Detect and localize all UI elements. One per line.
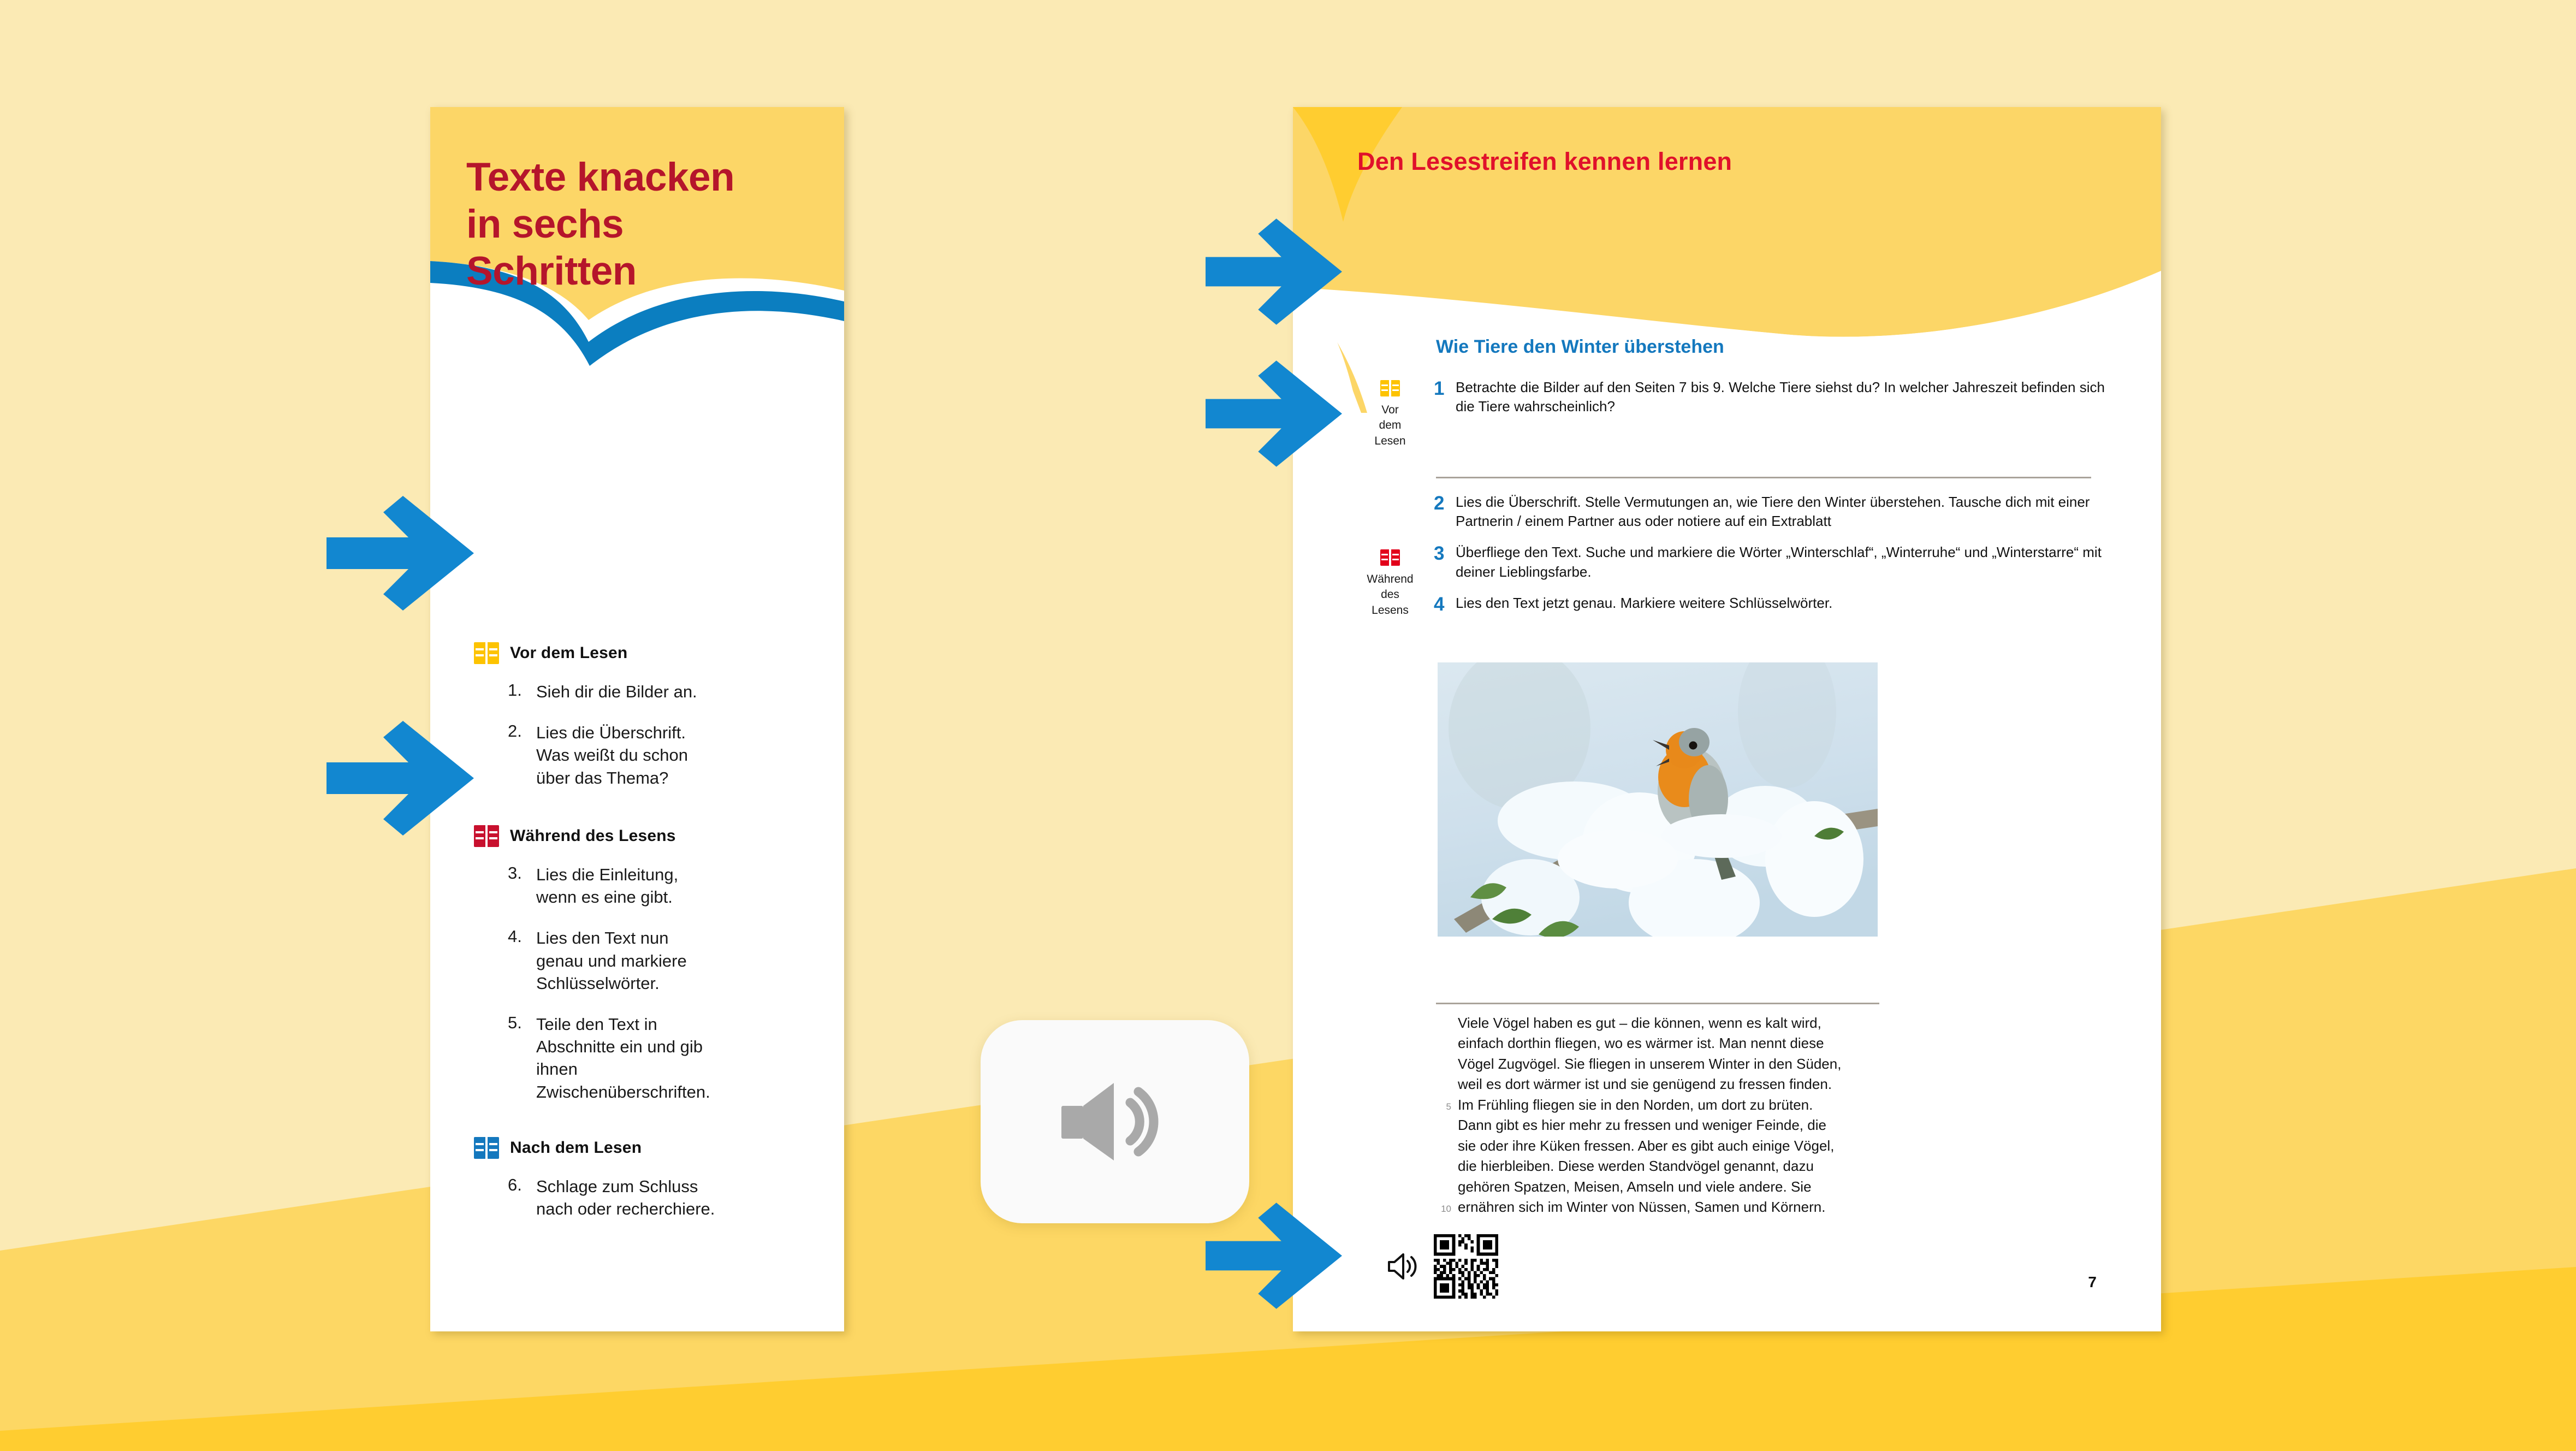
body-line: [1436, 1177, 1927, 1197]
body-line: [1436, 1197, 1927, 1217]
task-number: 1: [1434, 378, 1445, 399]
title-line-3: Schritten: [466, 249, 637, 294]
audio-qr-row[interactable]: [1387, 1234, 1498, 1299]
group-header: [474, 642, 817, 664]
item-text: Lies die Einleitung, wenn es eine gibt.: [536, 864, 679, 907]
line-number: 10: [1441, 1203, 1451, 1214]
task-number: 2: [1434, 492, 1445, 514]
group-label: Während des Lesens: [510, 826, 676, 845]
group-items: [508, 863, 817, 1103]
open-book-icon-red: [1380, 549, 1400, 566]
rail-label-line: Lesens: [1372, 603, 1409, 617]
item-number: 5.: [508, 1012, 522, 1032]
photo-illustration: [1438, 662, 1878, 937]
body-line: [1436, 1074, 1927, 1094]
task-item: [1434, 493, 2105, 531]
arrow-to-rail-vor-dem-lesen: [1206, 218, 1342, 325]
arrow-to-waehrend-des-lesens: [327, 721, 474, 836]
body-line: [1436, 1156, 1927, 1176]
left-card-title: [466, 154, 805, 295]
list-item: [508, 927, 817, 994]
item-number: 4.: [508, 927, 522, 946]
open-book-icon-blue: [474, 1137, 499, 1159]
step-group-nach-dem-lesen: [458, 1137, 817, 1220]
step-group-vor-dem-lesen: [458, 642, 817, 789]
rail-label-line: Vor: [1381, 404, 1399, 416]
arrow-to-vor-dem-lesen: [327, 496, 474, 611]
group-header: [474, 825, 817, 847]
item-number: 2.: [508, 721, 522, 741]
task-text: Überfliege den Text. Suche und markiere die Wörter „Winterschlaf“, „Winterruhe“ und „Winterstarre“ mit deiner Lieblingsfarbe.: [1456, 544, 2102, 580]
group-header: [474, 1137, 817, 1159]
body-line: [1436, 1033, 1927, 1053]
body-line: [1436, 1013, 1927, 1033]
task-item: [1434, 543, 2105, 582]
body-line: [1436, 1054, 1927, 1074]
line-text: die hierbleiben. Diese werden Standvögel genannt, dazu: [1458, 1158, 1814, 1175]
item-text: Lies die Überschrift. Was weißt du schon über das Thema?: [536, 723, 688, 787]
line-text: Vögel Zugvögel. Sie fliegen in unserem Winter in den Süden,: [1458, 1055, 1842, 1072]
speaker-volume-icon[interactable]: [1049, 1071, 1180, 1172]
item-text: Teile den Text in Abschnitte ein und gib ihnen Zwischenüberschriften.: [536, 1014, 710, 1101]
article-subtitle: Wie Tiere den Winter überstehen: [1436, 336, 1724, 357]
rail-label-line: dem: [1379, 419, 1402, 432]
line-text: gehören Spatzen, Meisen, Amseln und viele andere. Sie: [1458, 1178, 1812, 1195]
rail-item-vor-dem-lesen: [1357, 380, 1423, 449]
task-item: [1434, 378, 2105, 417]
group-items: [508, 1175, 817, 1220]
qr-code-icon[interactable]: [1434, 1234, 1498, 1299]
list-item: [508, 1013, 817, 1103]
task-text: Lies den Text jetzt genau. Markiere weitere Schlüsselwörter.: [1456, 595, 1833, 612]
arrow-to-rail-waehrend-des-lesens: [1206, 360, 1342, 467]
list-item: [508, 721, 817, 789]
rail-label-line: Während: [1367, 573, 1414, 585]
task-item: [1434, 594, 2105, 615]
task-text: Lies die Überschrift. Stelle Vermutungen an, wie Tiere den Winter überstehen. Tausche dich mit einer Partnerin / einem Partner aus oder notiere auf ein Extrablatt: [1456, 493, 2090, 530]
title-line-1: Texte knacken: [466, 155, 735, 199]
step-group-waehrend-des-lesens: [458, 825, 817, 1103]
task-list: [1434, 378, 2105, 620]
group-items: [508, 680, 817, 789]
list-item: [508, 863, 817, 908]
group-label: Vor dem Lesen: [510, 644, 628, 662]
left-card: [430, 107, 844, 1331]
line-text: Dann gibt es hier mehr zu fressen und weniger Feinde, die: [1458, 1117, 1826, 1134]
task-text: Betrachte die Bilder auf den Seiten 7 bis 9. Welche Tiere siehst du? In welcher Jahreszeit befinden sich die Tiere wahrscheinlich?: [1456, 379, 2105, 415]
line-text: ernähren sich im Winter von Nüssen, Samen und Körnern.: [1458, 1198, 1826, 1215]
reading-steps-list: [430, 642, 844, 1239]
open-book-icon-yellow: [474, 642, 499, 664]
item-number: 6.: [508, 1175, 522, 1194]
item-number: 3.: [508, 863, 522, 883]
body-line: [1436, 1115, 1927, 1135]
body-line: [1436, 1095, 1927, 1115]
task-number: 3: [1434, 543, 1445, 565]
body-line: [1436, 1136, 1927, 1156]
rail-label-line: Lesen: [1374, 434, 1406, 447]
divider: [1436, 1003, 1879, 1004]
audio-play-button[interactable]: [981, 1020, 1249, 1223]
page-number: 7: [2088, 1274, 2097, 1290]
item-text: Lies den Text nun genau und markiere Schlüsselwörter.: [536, 928, 687, 993]
item-text: Sieh dir die Bilder an.: [536, 682, 697, 701]
group-label: Nach dem Lesen: [510, 1138, 642, 1157]
line-text: Viele Vögel haben es gut – die können, wenn es kalt wird,: [1458, 1015, 1821, 1031]
line-text: einfach dorthin fliegen, wo es wärmer ist. Man nennt diese: [1458, 1035, 1824, 1052]
item-number: 1.: [508, 680, 522, 700]
open-book-icon-red: [474, 825, 499, 847]
open-book-icon-yellow: [1380, 380, 1400, 396]
robin-on-snowy-branch-photo: [1436, 661, 1879, 938]
task-number: 4: [1434, 594, 1445, 615]
line-text: weil es dort wärmer ist und sie genügend zu fressen finden.: [1458, 1076, 1832, 1093]
list-item: [508, 1175, 817, 1220]
rail-label-line: des: [1381, 588, 1399, 601]
line-number: 5: [1446, 1101, 1451, 1112]
article-body: [1436, 1003, 1927, 1217]
speaker-icon[interactable]: [1387, 1252, 1418, 1281]
divider: [1436, 477, 2091, 478]
page-title: Den Lesestreifen kennen lernen: [1357, 147, 1732, 175]
list-item: [508, 680, 817, 703]
line-text: Im Frühling fliegen sie in den Norden, um dort zu brüten.: [1458, 1096, 1813, 1113]
right-page: [1293, 107, 2161, 1331]
rail-item-waehrend-des-lesens: [1357, 549, 1423, 618]
item-text: Schlage zum Schluss nach oder recherchiere.: [536, 1176, 715, 1219]
title-line-2: in sechs: [466, 202, 624, 247]
line-text: sie oder ihre Küken fressen. Aber es gibt auch einige Vögel,: [1458, 1137, 1835, 1154]
